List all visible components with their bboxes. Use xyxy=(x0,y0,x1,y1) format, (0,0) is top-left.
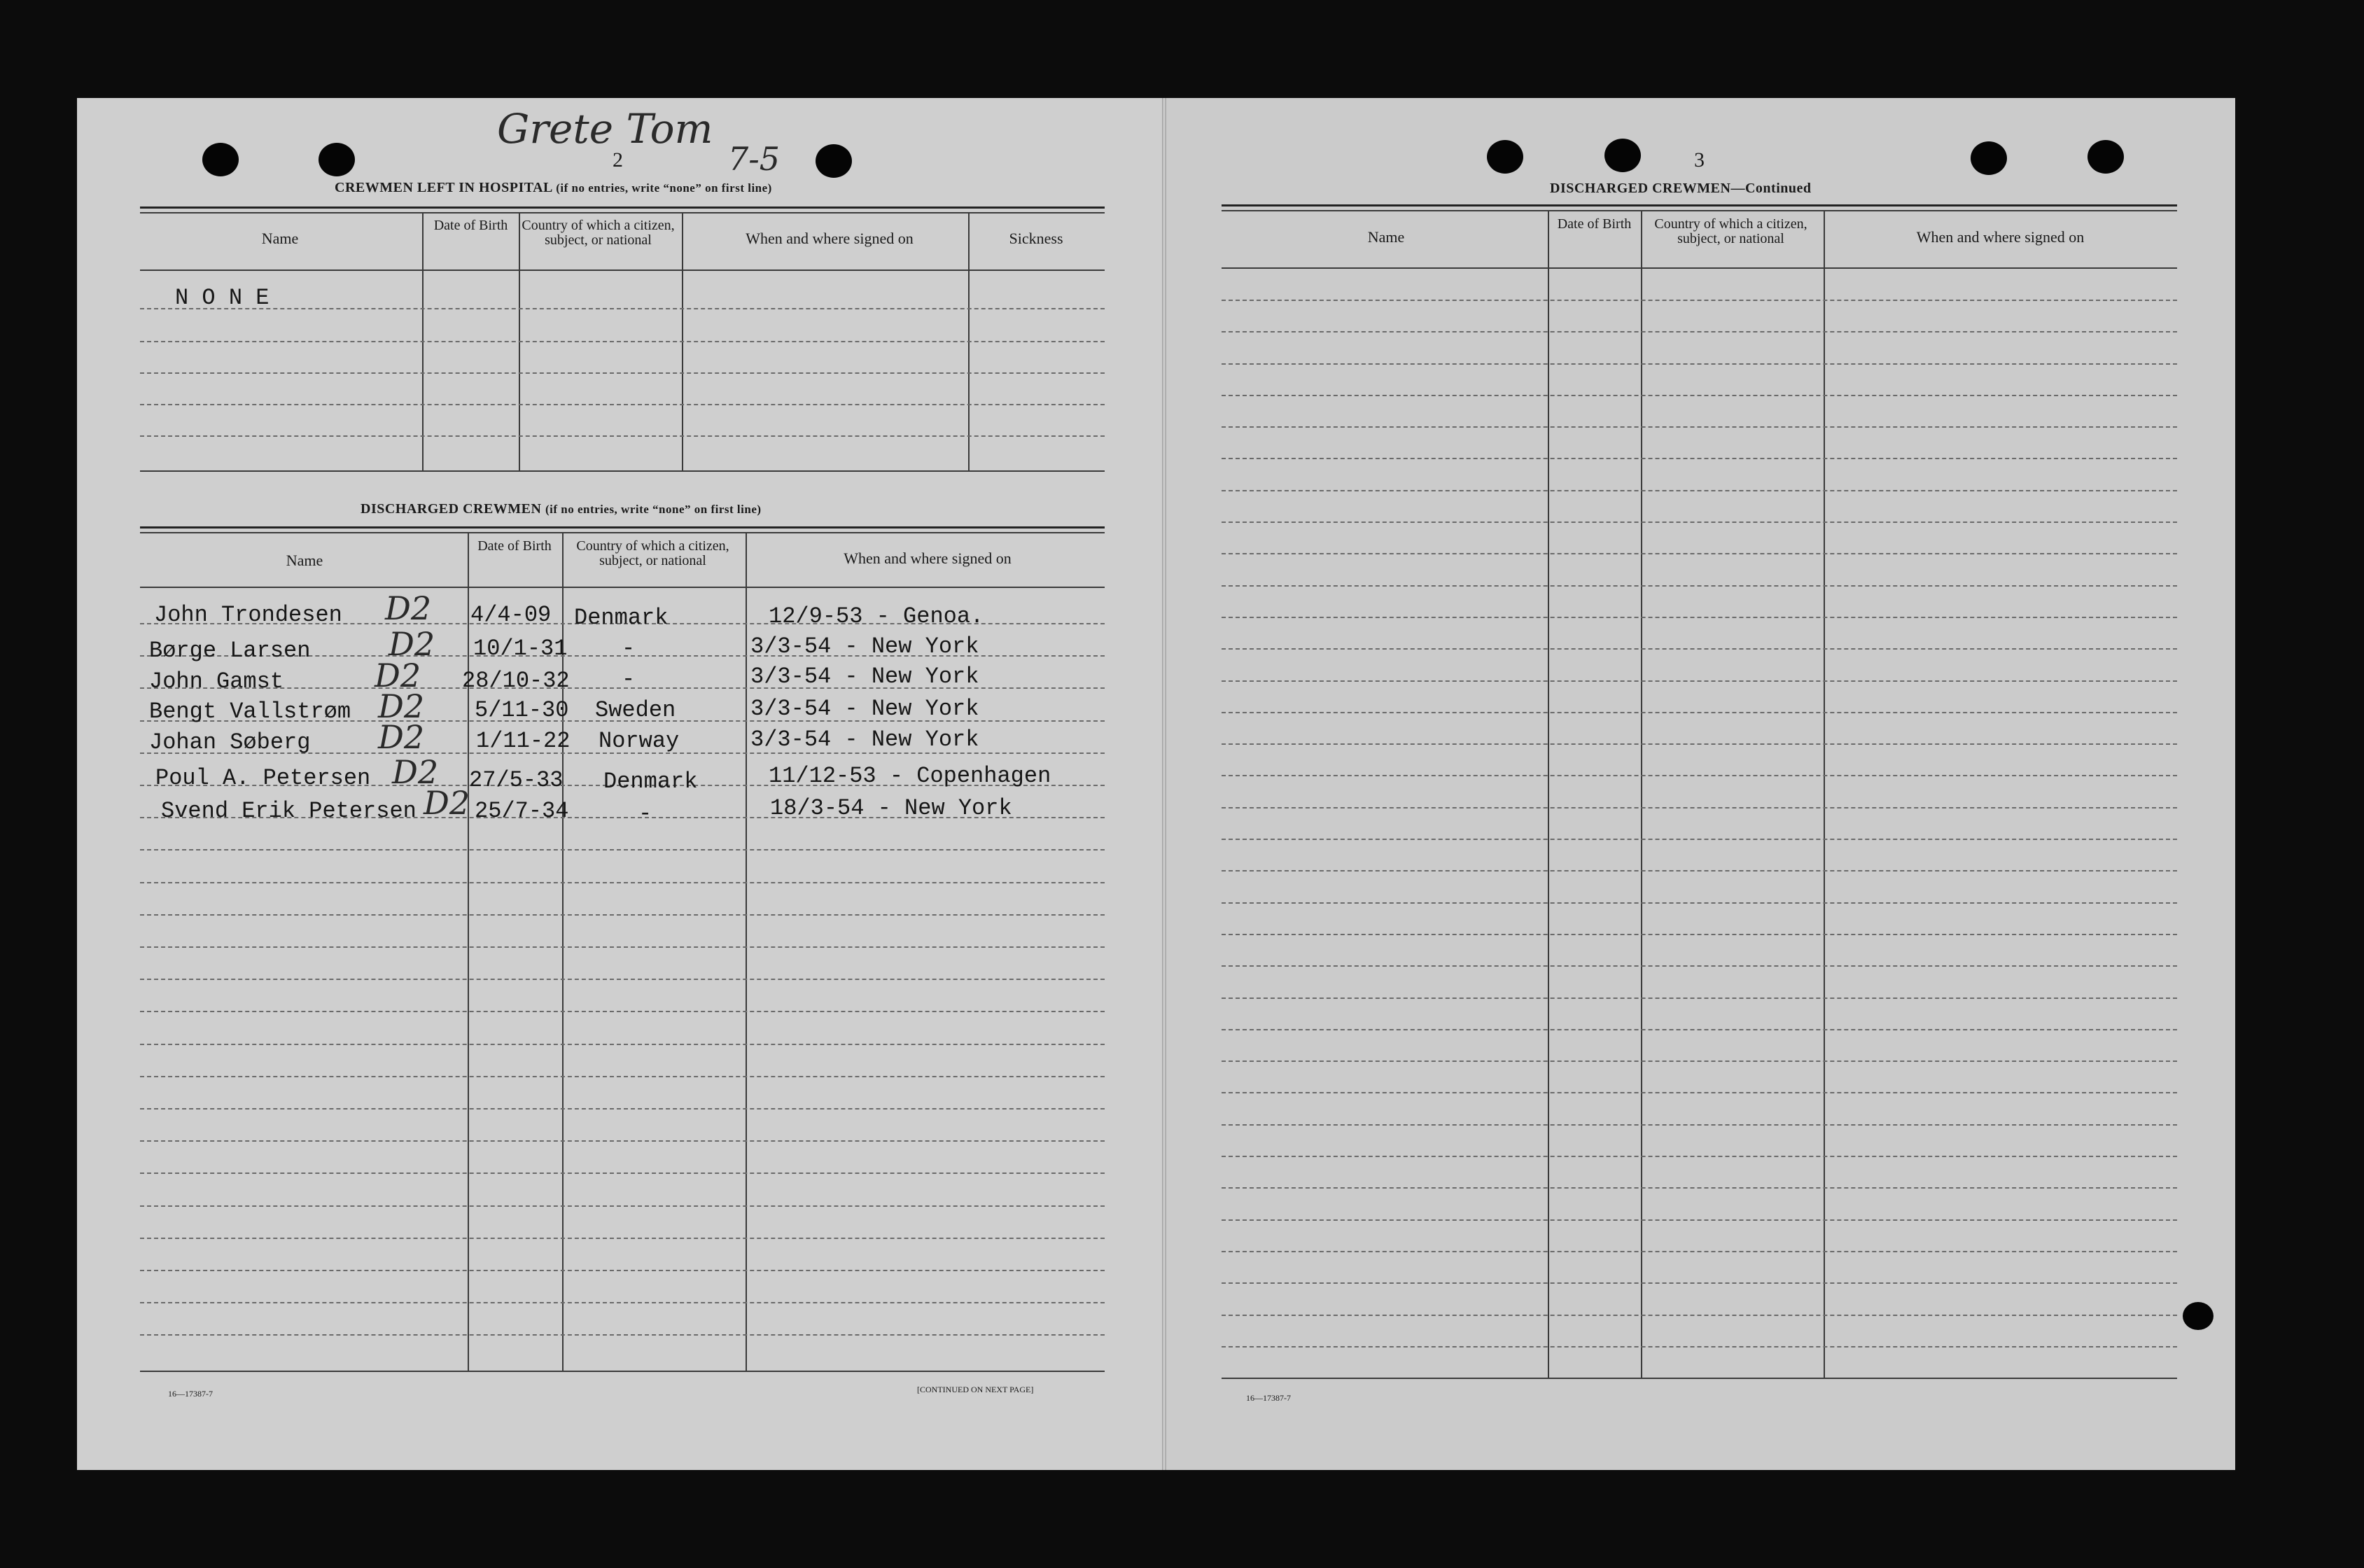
rule xyxy=(140,532,1105,533)
ruled-line xyxy=(1222,1060,2177,1062)
ruled-line xyxy=(140,1205,1105,1207)
ruled-line xyxy=(140,1334,1105,1336)
crew-mark: D2 xyxy=(389,625,435,663)
punch-hole xyxy=(2087,140,2124,174)
ruled-line xyxy=(1222,363,2177,365)
ruled-line xyxy=(1222,331,2177,332)
ruled-line xyxy=(1222,300,2177,301)
ruled-line xyxy=(140,1172,1105,1174)
crew-signed-on: 18/3-54 - New York xyxy=(770,795,1012,821)
discharged-title-note: (if no entries, write “none” on first line) xyxy=(545,503,762,516)
column-line xyxy=(968,214,970,471)
crew-country: - xyxy=(622,666,636,692)
ruled-line xyxy=(1222,553,2177,554)
ruled-line xyxy=(1222,1187,2177,1189)
discharged-col-country: Country of which a citizen, subject, or national xyxy=(576,538,729,568)
crew-mark: D2 xyxy=(385,589,432,627)
ruled-line xyxy=(1222,839,2177,840)
discharged-col-name: Name xyxy=(286,552,323,569)
crew-name: Svend Erik Petersen xyxy=(161,798,417,824)
ruled-line xyxy=(1222,934,2177,935)
page-number: 2 xyxy=(613,148,623,172)
rule xyxy=(140,587,1105,588)
column-line xyxy=(422,214,424,471)
crew-signed-on: 11/12-53 - Copenhagen xyxy=(769,763,1051,789)
crew-signed-on: 3/3-54 - New York xyxy=(750,727,979,752)
crew-signed-on: 3/3-54 - New York xyxy=(750,696,979,722)
ruled-line xyxy=(1222,490,2177,491)
hospital-section-title xyxy=(335,180,772,196)
column-line xyxy=(746,532,747,1372)
discharged-col-signed: When and where signed on xyxy=(844,550,1012,567)
hospital-col-signed: When and where signed on xyxy=(746,230,914,247)
punch-hole xyxy=(1604,139,1641,172)
ruled-line xyxy=(1222,1092,2177,1093)
ruled-line xyxy=(1222,965,2177,967)
ruled-line xyxy=(140,1270,1105,1271)
ruled-line xyxy=(1222,1346,2177,1348)
crew-country: - xyxy=(638,801,652,827)
hospital-col-dob: Date of Birth xyxy=(433,218,508,233)
ruled-line xyxy=(1222,1251,2177,1252)
column-line xyxy=(682,214,683,471)
rule xyxy=(140,212,1105,214)
discharged-col-dob: Date of Birth xyxy=(477,538,552,554)
punch-hole xyxy=(2183,1302,2213,1330)
handwritten-date: 7-5 xyxy=(728,140,781,178)
rule xyxy=(1222,204,2177,206)
discharged-section-title xyxy=(361,501,762,517)
rule xyxy=(140,470,1105,472)
crew-mark: D2 xyxy=(392,753,439,791)
rule xyxy=(140,270,1105,271)
ruled-line xyxy=(1222,1124,2177,1126)
ruled-line xyxy=(1222,522,2177,523)
hospital-col-sickness: Sickness xyxy=(1009,230,1063,247)
right-page xyxy=(1164,98,2235,1470)
crew-dob: 10/1-31 xyxy=(473,636,568,662)
ruled-line xyxy=(1222,870,2177,872)
ruled-line xyxy=(140,882,1105,883)
column-line xyxy=(1548,210,1549,1379)
ruled-line xyxy=(1222,807,2177,808)
discharged-title-text: DISCHARGED CREWMEN xyxy=(361,501,542,517)
hospital-title-text: CREWMEN LEFT IN HOSPITAL xyxy=(335,180,552,195)
crew-country: Sweden xyxy=(595,697,676,723)
rule xyxy=(1222,1378,2177,1379)
crew-dob: 27/5-33 xyxy=(469,767,564,793)
handwritten-vessel-name: Grete Tom xyxy=(497,105,713,153)
crew-name: Børge Larsen xyxy=(149,638,311,664)
ruled-line xyxy=(1222,458,2177,459)
crew-mark: D2 xyxy=(378,687,425,725)
rule xyxy=(1222,210,2177,211)
ruled-line xyxy=(140,1076,1105,1077)
crew-signed-on: 3/3-54 - New York xyxy=(750,634,979,659)
continued-col-dob: Date of Birth xyxy=(1557,216,1632,232)
ruled-line xyxy=(1222,1029,2177,1030)
form-number: 16—17387-7 xyxy=(168,1389,213,1399)
hospital-entry-none: N O N E xyxy=(175,285,270,311)
ruled-line xyxy=(1222,775,2177,776)
ruled-line xyxy=(140,1108,1105,1110)
punch-hole xyxy=(1971,141,2007,175)
ruled-line xyxy=(140,1044,1105,1045)
ruled-line xyxy=(1222,1315,2177,1316)
punch-hole xyxy=(1487,140,1523,174)
ruled-line xyxy=(140,1238,1105,1239)
ruled-line xyxy=(140,849,1105,850)
hospital-col-country: Country of which a citizen, subject, or national xyxy=(522,218,675,248)
ruled-line xyxy=(140,341,1105,342)
crew-dob: 4/4-09 xyxy=(470,602,552,628)
page-fold xyxy=(1162,98,1166,1470)
continued-note: [CONTINUED ON NEXT PAGE] xyxy=(917,1385,1034,1394)
continued-col-country: Country of which a citizen, subject, or national xyxy=(1654,216,1807,246)
ruled-line xyxy=(140,1302,1105,1303)
crew-dob: 1/11-22 xyxy=(476,728,571,754)
ruled-line xyxy=(140,1011,1105,1012)
crew-country: Denmark xyxy=(574,605,669,631)
ruled-line xyxy=(1222,743,2177,745)
ruled-line xyxy=(1222,712,2177,713)
hospital-title-note: (if no entries, write “none” on first line) xyxy=(556,181,772,195)
crew-name: John Gamst xyxy=(149,668,284,694)
punch-hole xyxy=(202,143,239,176)
ruled-line xyxy=(1222,617,2177,618)
crew-name: John Trondesen xyxy=(154,602,342,628)
ruled-line xyxy=(1222,648,2177,650)
ruled-line xyxy=(140,404,1105,405)
crew-signed-on: 3/3-54 - New York xyxy=(750,664,979,690)
column-line xyxy=(468,532,469,1372)
crew-signed-on: 12/9-53 - Genoa. xyxy=(769,603,984,629)
ruled-line xyxy=(1222,1282,2177,1284)
ruled-line xyxy=(1222,1156,2177,1157)
crew-country: Denmark xyxy=(603,769,698,794)
continued-col-signed: When and where signed on xyxy=(1916,228,2085,246)
rule xyxy=(140,206,1105,209)
crew-name: Bengt Vallstrøm xyxy=(149,699,351,724)
crew-dob: 28/10-32 xyxy=(462,668,570,694)
ruled-line xyxy=(1222,426,2177,428)
ruled-line xyxy=(1222,1219,2177,1221)
crew-mark: D2 xyxy=(375,657,421,694)
rule xyxy=(140,1371,1105,1372)
column-line xyxy=(519,214,520,471)
ruled-line xyxy=(1222,585,2177,587)
rule xyxy=(140,526,1105,528)
punch-hole xyxy=(319,143,355,176)
crew-name: Poul A. Petersen xyxy=(155,765,371,791)
punch-hole xyxy=(816,144,852,178)
crew-mark: D2 xyxy=(424,784,470,822)
continued-section-title: DISCHARGED CREWMEN—Continued xyxy=(1550,181,1812,196)
ruled-line xyxy=(140,946,1105,948)
ruled-line xyxy=(140,914,1105,916)
page-number: 3 xyxy=(1694,148,1705,172)
ruled-line xyxy=(1222,902,2177,904)
crew-dob: 25/7-34 xyxy=(475,798,569,824)
hospital-col-name: Name xyxy=(261,230,299,247)
rule xyxy=(1222,267,2177,269)
form-number: 16—17387-7 xyxy=(1246,1393,1291,1403)
crew-mark: D2 xyxy=(378,718,425,756)
ruled-line xyxy=(140,435,1105,437)
ruled-line xyxy=(1222,680,2177,682)
ruled-line xyxy=(140,1140,1105,1142)
ruled-line xyxy=(140,979,1105,980)
ruled-line xyxy=(1222,395,2177,396)
continued-col-name: Name xyxy=(1367,228,1405,246)
ruled-line xyxy=(140,308,1105,309)
column-line xyxy=(1824,210,1825,1379)
column-line xyxy=(1641,210,1642,1379)
crew-name: Johan Søberg xyxy=(149,729,311,755)
ruled-line xyxy=(1222,997,2177,999)
ruled-line xyxy=(140,372,1105,374)
crew-country: Norway xyxy=(599,728,680,754)
crew-dob: 5/11-30 xyxy=(475,697,569,723)
crew-country: - xyxy=(622,636,636,662)
